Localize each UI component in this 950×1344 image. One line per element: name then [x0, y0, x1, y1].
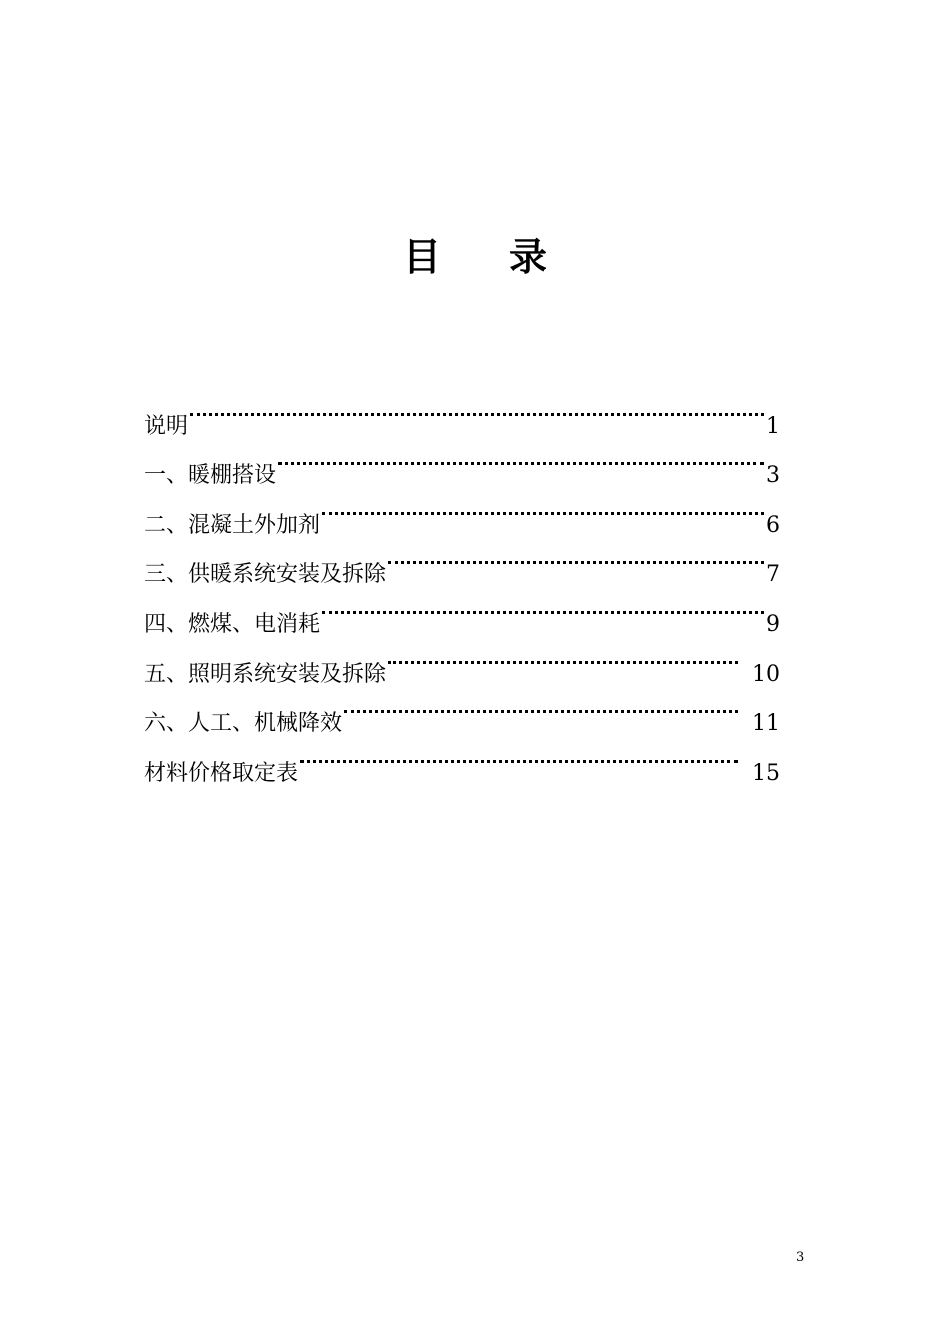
page-title — [0, 232, 950, 282]
toc-entry-label: 四、燃煤、电消耗 — [144, 611, 321, 637]
toc-entry-label: 二、混凝土外加剂 — [144, 512, 321, 538]
toc-entry-label: 一、暖棚搭设 — [144, 463, 277, 489]
toc-leader-dots — [298, 730, 740, 780]
toc-leader-dots — [342, 681, 740, 731]
toc-leader-dots — [386, 532, 766, 582]
toc-entry-page: 7 — [766, 562, 780, 588]
toc-entry[interactable] — [144, 383, 780, 439]
title-char-1: 目 — [402, 235, 441, 279]
toc-entry-page: 1 — [766, 413, 780, 439]
toc-entry-label: 说明 — [144, 413, 189, 439]
toc-entry-page: 10 — [752, 661, 780, 687]
table-of-contents — [144, 383, 780, 786]
toc-leader-dots — [188, 383, 766, 433]
toc-entry-page: 11 — [752, 711, 780, 737]
toc-leader-dots — [386, 631, 740, 681]
toc-entry-label: 材料价格取定表 — [144, 760, 299, 786]
toc-entry-label: 五、照明系统安装及拆除 — [144, 661, 387, 687]
toc-leader-dots — [320, 482, 766, 532]
toc-entry-page: 15 — [752, 760, 780, 786]
toc-leader-dots — [276, 433, 766, 483]
toc-entry-label: 六、人工、机械降效 — [144, 711, 343, 737]
page-number: 3 — [796, 1250, 805, 1265]
toc-entry-page: 9 — [766, 611, 780, 637]
toc-leader-dots — [320, 581, 766, 631]
toc-entry-label: 三、供暖系统安装及拆除 — [144, 562, 387, 588]
toc-entry-page: 6 — [766, 512, 780, 538]
toc-entry-page: 3 — [766, 463, 780, 489]
toc-entry[interactable] — [144, 433, 780, 489]
title-char-2: 录 — [509, 235, 548, 279]
